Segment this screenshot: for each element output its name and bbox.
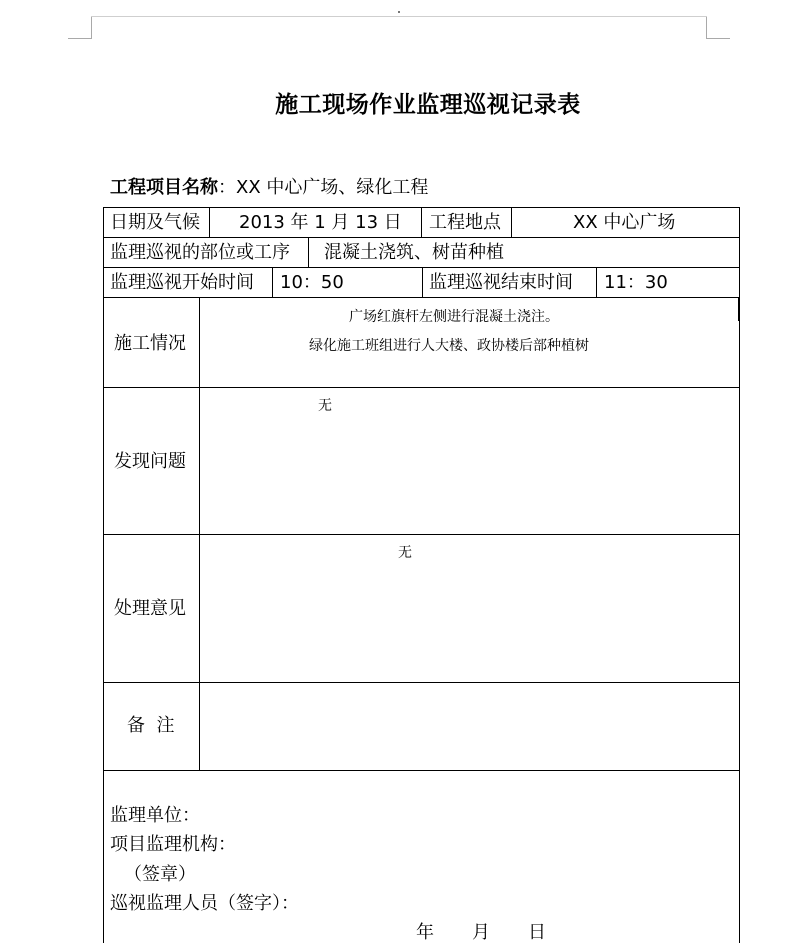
column-divider — [596, 267, 597, 298]
column-divider — [199, 297, 200, 771]
date-weather-label: 日期及气候 — [110, 212, 200, 233]
start-time-label: 监理巡视开始时间 — [110, 272, 254, 293]
column-divider — [272, 267, 273, 298]
column-divider — [209, 207, 210, 238]
project-name-line — [110, 173, 428, 199]
project-name-value: XX 中心广场、绿化工程 — [236, 177, 429, 198]
column-divider — [308, 237, 309, 268]
page-corner-mark-top-left — [91, 16, 92, 38]
page-corner-mark-top-left-h — [68, 38, 92, 39]
supervision-unit-line: 监理单位： — [110, 805, 200, 826]
date-month: 月 — [472, 922, 490, 943]
seal-line: （签章） — [124, 864, 196, 885]
construction-situation-label: 施工情况 — [114, 333, 186, 354]
remarks-label: 备 注 — [127, 715, 175, 736]
end-time-value: 11：30 — [604, 272, 668, 293]
end-time-label: 监理巡视结束时间 — [429, 272, 573, 293]
project-supervision-agency-line: 项目监理机构： — [110, 834, 236, 855]
start-time-value: 10：50 — [280, 272, 344, 293]
text-cursor — [738, 297, 740, 321]
column-divider — [511, 207, 512, 238]
column-divider — [421, 207, 422, 238]
inspector-signature-line: 巡视监理人员（签字）： — [110, 893, 299, 914]
problems-found-value: 无 — [318, 398, 332, 414]
table-border-left — [103, 207, 104, 943]
column-divider — [422, 267, 423, 298]
inspection-part-label: 监理巡视的部位或工序 — [110, 242, 290, 263]
date-year: 年 — [416, 922, 434, 943]
construction-situation-line-2: 绿化施工班组进行人大楼、政协楼后部种植树 — [309, 338, 589, 354]
handling-opinion-value: 无 — [398, 545, 412, 561]
page-top-dot — [398, 11, 400, 13]
date-weather-value: 2013 年 1 月 13 日 — [239, 212, 402, 233]
document-title: 施工现场作业监理巡视记录表 — [275, 92, 581, 118]
project-name-separator: ： — [218, 177, 236, 198]
construction-situation-line-1: 广场红旗杆左侧进行混凝土浇注。 — [349, 309, 559, 325]
handling-opinion-label: 处理意见 — [114, 598, 186, 619]
page-corner-mark-top-right-h — [706, 38, 730, 39]
project-location-value: XX 中心广场 — [573, 212, 676, 233]
project-location-label: 工程地点 — [429, 212, 501, 233]
problems-found-label: 发现问题 — [114, 451, 186, 472]
date-day: 日 — [528, 922, 546, 943]
inspection-part-value: 混凝土浇筑、树苗种植 — [324, 242, 504, 263]
project-name-label: 工程项目名称 — [110, 177, 218, 198]
page-corner-mark-top-right — [706, 16, 707, 38]
header-edge-line — [91, 16, 707, 17]
